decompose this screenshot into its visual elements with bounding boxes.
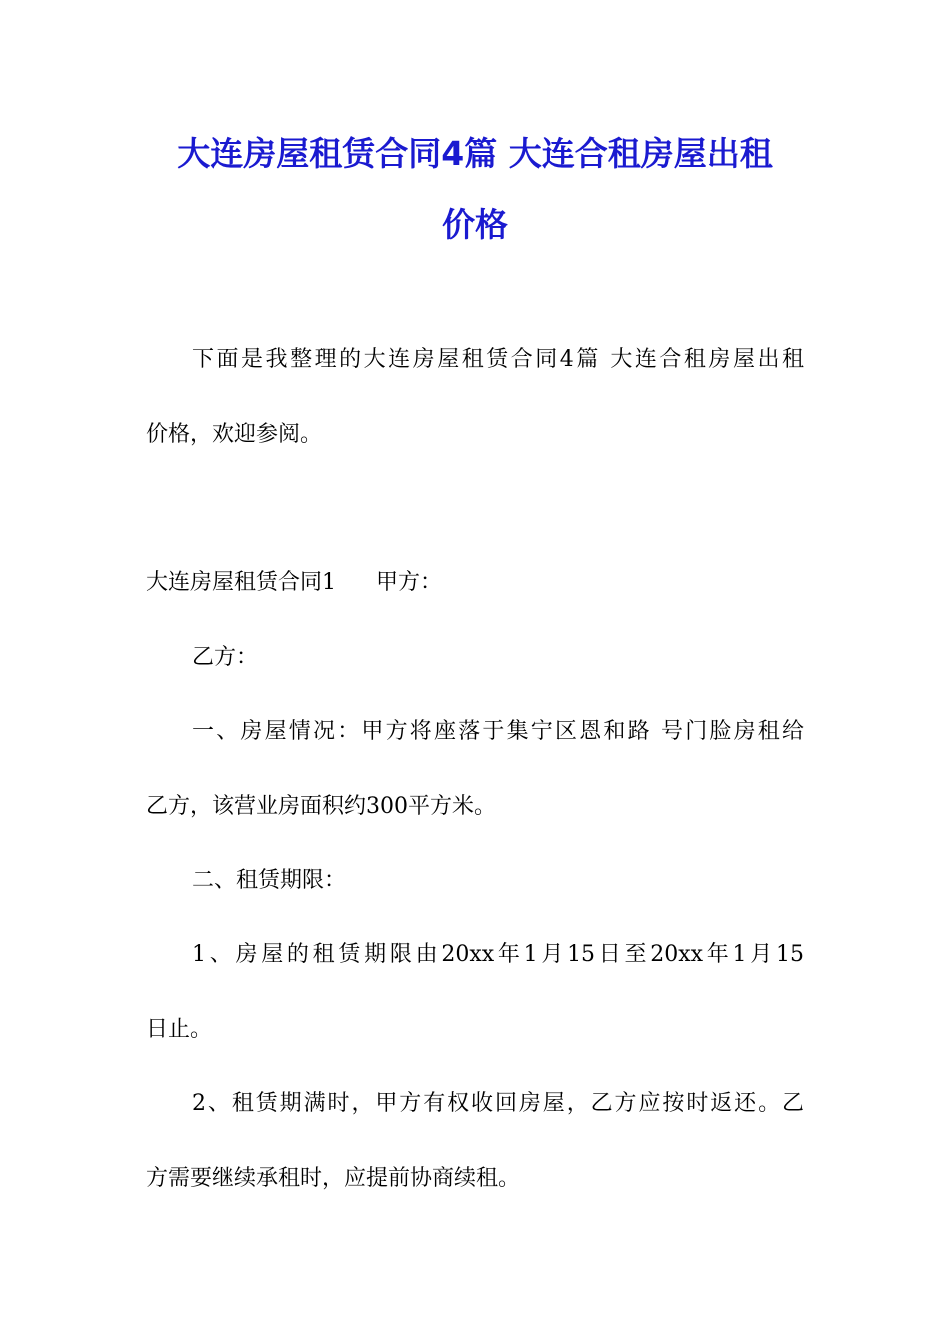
party-a-label: 甲方： bbox=[376, 570, 443, 595]
clause-1-line-2: 乙方，该营业房面积约300平方米。 bbox=[146, 794, 496, 819]
item-2-line-2: 方需要继续承租时，应提前协商续租。 bbox=[146, 1166, 521, 1191]
item-2-line-1: 2、租赁期满时，甲方有权收回房屋，乙方应按时返还。乙 bbox=[192, 1091, 804, 1116]
section-heading-row bbox=[146, 568, 442, 598]
clause-1-line-1: 一、房屋情况：甲方将座落于集宁区恩和路 号门脸房租给 bbox=[192, 719, 804, 744]
item-1-line-2: 日止。 bbox=[146, 1017, 213, 1042]
clause-2-heading: 二、租赁期限： bbox=[192, 868, 347, 893]
party-b-label: 乙方： bbox=[192, 645, 259, 670]
section-1-heading: 大连房屋租赁合同1 bbox=[146, 570, 336, 595]
document-title-line-1: 大连房屋租赁合同4篇 大连合租房屋出租 bbox=[177, 134, 773, 173]
intro-paragraph-line-2: 价格，欢迎参阅。 bbox=[146, 422, 323, 447]
document-title-line-2: 价格 bbox=[442, 205, 508, 244]
item-1-line-1: 1、房屋的租赁期限由20xx年1月15日至20xx年1月15 bbox=[192, 942, 804, 967]
intro-paragraph-line-1: 下面是我整理的大连房屋租赁合同4篇 大连合租房屋出租 bbox=[192, 347, 804, 372]
